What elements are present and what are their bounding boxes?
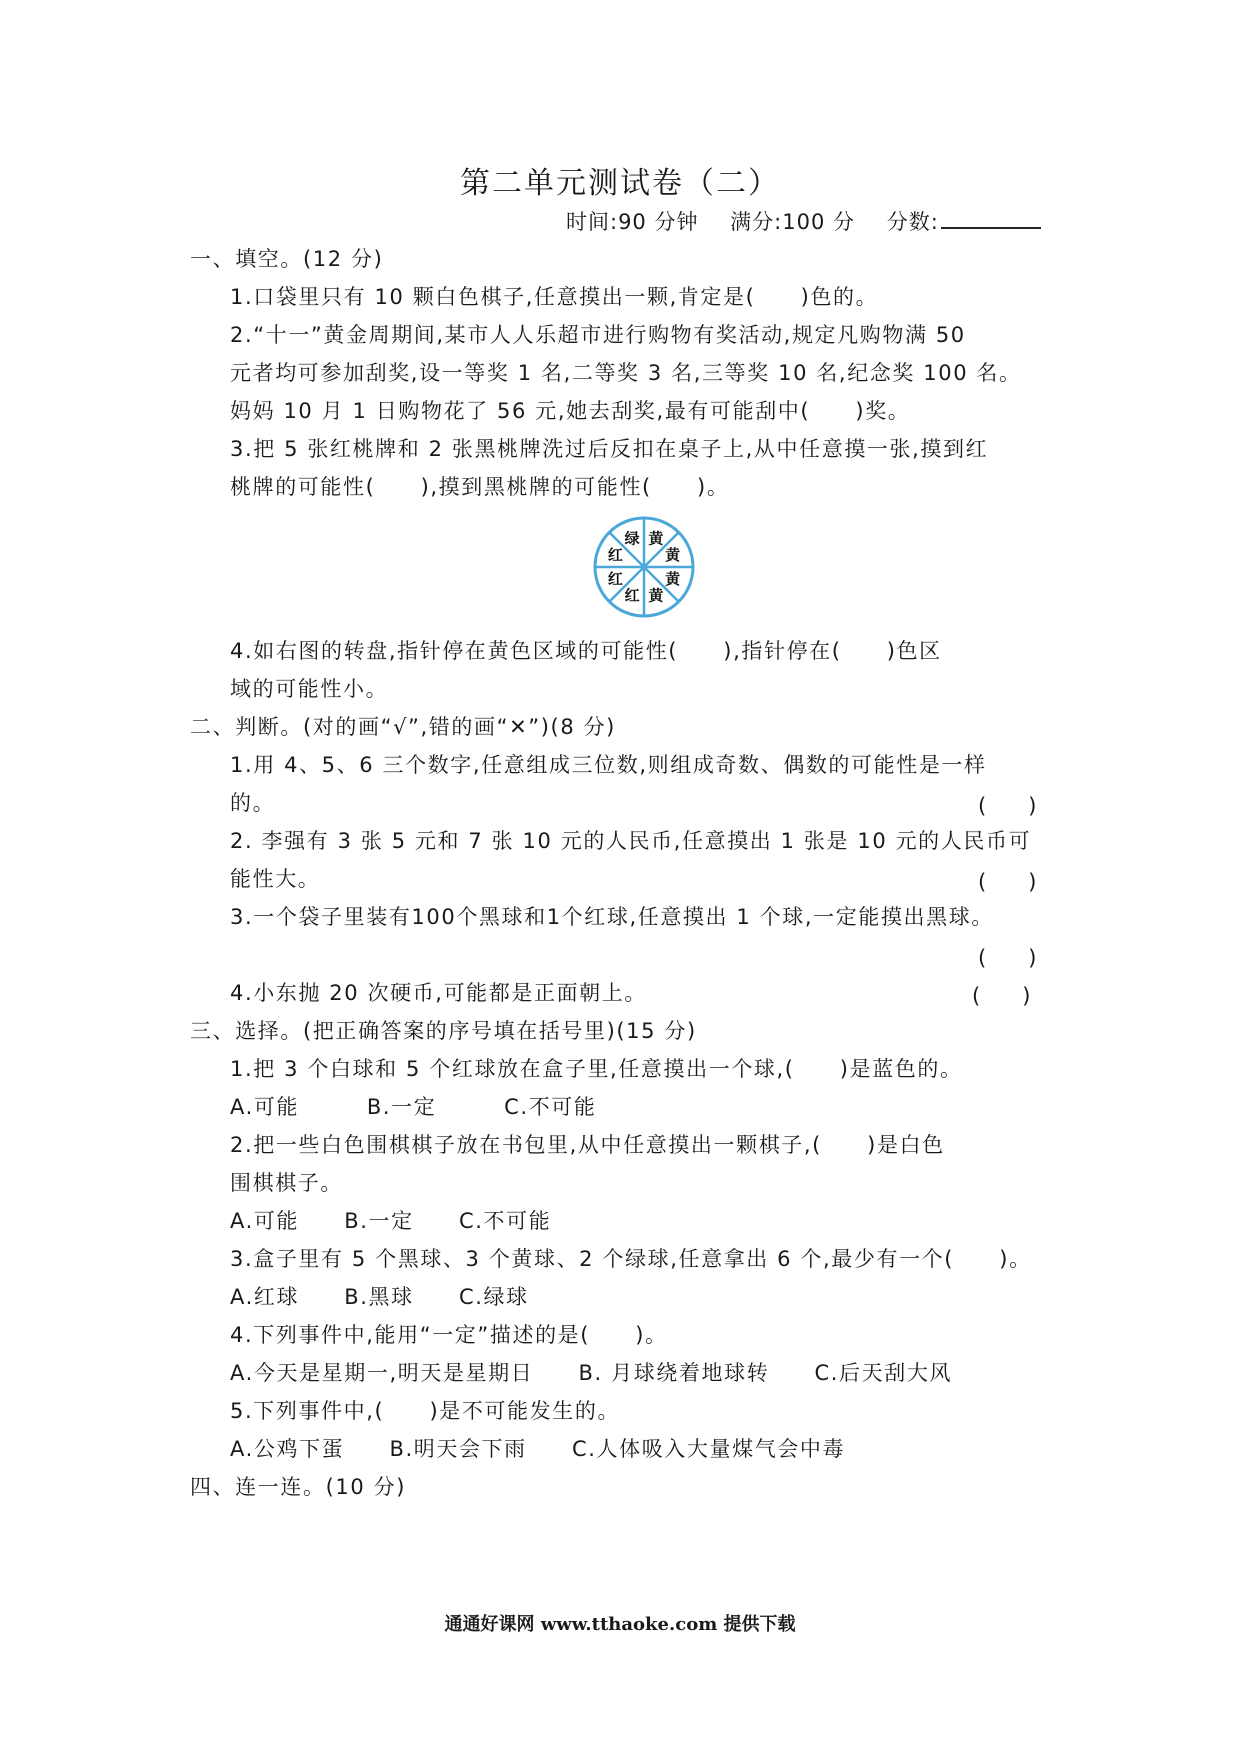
s3-question-2-line-2: 围棋棋子。: [230, 1171, 343, 1195]
s3-question-2-line-1: 2.把一些白色围棋棋子放在书包里,从中任意摸出一颗棋子,( )是白色: [230, 1133, 945, 1157]
s3-question-4: 4.下列事件中,能用“一定”描述的是( )。: [230, 1323, 668, 1347]
s2-question-2-line-2: 能性大。: [230, 867, 321, 891]
s1-question-2-line-2: 元者均可参加刮奖,设一等奖 1 名,二等奖 3 名,三等奖 10 名,纪念奖 100 名。: [230, 361, 1022, 385]
score-blank[interactable]: [941, 209, 1041, 229]
s1-question-4-line-1: 4.如右图的转盘,指针停在黄色区域的可能性( ),指针停在( )色区: [230, 639, 942, 663]
s1-question-2-line-1: 2.“十一”黄金周期间,某市人人乐超市进行购物有奖活动,规定凡购物满 50: [230, 323, 966, 347]
s2-question-4: 4.小东抛 20 次硬币,可能都是正面朝上。: [230, 981, 647, 1005]
page-title: 第二单元测试卷（二）: [460, 166, 780, 201]
s2-question-2-line-1: 2. 李强有 3 张 5 元和 7 张 10 元的人民币,任意摸出 1 张是 10 元的人民币可: [230, 829, 1032, 853]
s2-answer-paren-4[interactable]: ( ): [972, 984, 1031, 1008]
wheel-sector-label: 黄: [648, 529, 664, 548]
s2-question-3: 3.一个袋子里装有100个黑球和1个红球,任意摸出 1 个球,一定能摸出黑球。: [230, 905, 994, 929]
s1-question-1: 1.口袋里只有 10 颗白色棋子,任意摸出一颗,肯定是( )色的。: [230, 285, 879, 309]
s2-question-1-line-2: 的。: [230, 791, 276, 815]
score-label: 分数:: [886, 210, 939, 234]
exam-meta: [566, 206, 1065, 236]
s3-question-2-options: A.可能 B.一定 C.不可能: [230, 1209, 552, 1233]
s1-question-4-line-2: 域的可能性小。: [230, 677, 389, 701]
section-4-heading: 四、连一连。(10 分): [190, 1475, 406, 1499]
section-3-heading: 三、选择。(把正确答案的序号填在括号里)(15 分): [190, 1019, 697, 1043]
section-1-heading: 一、填空。(12 分): [190, 247, 384, 271]
s3-question-4-options: A.今天是星期一,明天是星期日 B. 月球绕着地球转 C.后天刮大风: [230, 1361, 953, 1385]
wheel-sector-label: 红: [607, 569, 623, 588]
s2-answer-paren-1[interactable]: ( ): [978, 794, 1037, 818]
s2-answer-paren-2[interactable]: ( ): [978, 870, 1037, 894]
s1-question-2-line-3: 妈妈 10 月 1 日购物花了 56 元,她去刮奖,最有可能刮中( )奖。: [230, 399, 911, 423]
wheel-sector-label: 黄: [665, 569, 681, 588]
section-2-heading: 二、判断。(对的画“√”,错的画“✕”)(8 分): [190, 715, 616, 739]
s3-question-1-options: A.可能 B.一定 C.不可能: [230, 1095, 597, 1119]
footer-credit: 通通好课网 www.tthaoke.com 提供下载: [444, 1614, 796, 1635]
wheel-pivot: [641, 564, 647, 570]
s2-question-1-line-1: 1.用 4、5、6 三个数字,任意组成三位数,则组成奇数、偶数的可能性是一样: [230, 753, 987, 777]
spinner-wheel: [592, 515, 696, 619]
s3-question-3-options: A.红球 B.黑球 C.绿球: [230, 1285, 529, 1309]
wheel-sector-label: 绿: [624, 529, 640, 548]
wheel-sector-label: 红: [607, 546, 623, 565]
s3-question-1: 1.把 3 个白球和 5 个红球放在盒子里,任意摸出一个球,( )是蓝色的。: [230, 1057, 963, 1081]
s3-question-3: 3.盒子里有 5 个黑球、3 个黄球、2 个绿球,任意拿出 6 个,最少有一个( )。: [230, 1247, 1032, 1271]
wheel-sector-label: 红: [624, 586, 640, 605]
s3-question-5-options: A.公鸡下蛋 B.明天会下雨 C.人体吸入大量煤气会中毒: [230, 1437, 846, 1461]
wheel-sector-label: 黄: [665, 546, 681, 565]
wheel-sector-label: 黄: [648, 586, 664, 605]
s3-question-5: 5.下列事件中,( )是不可能发生的。: [230, 1399, 621, 1423]
full-score: 满分:100 分: [730, 210, 856, 234]
s1-question-3-line-2: 桃牌的可能性( ),摸到黑桃牌的可能性( )。: [230, 475, 730, 499]
time-limit: 时间:90 分钟: [566, 210, 699, 234]
s1-question-3-line-1: 3.把 5 张红桃牌和 2 张黑桃牌洗过后反扣在桌子上,从中任意摸一张,摸到红: [230, 437, 989, 461]
s2-answer-paren-3[interactable]: ( ): [978, 946, 1037, 970]
